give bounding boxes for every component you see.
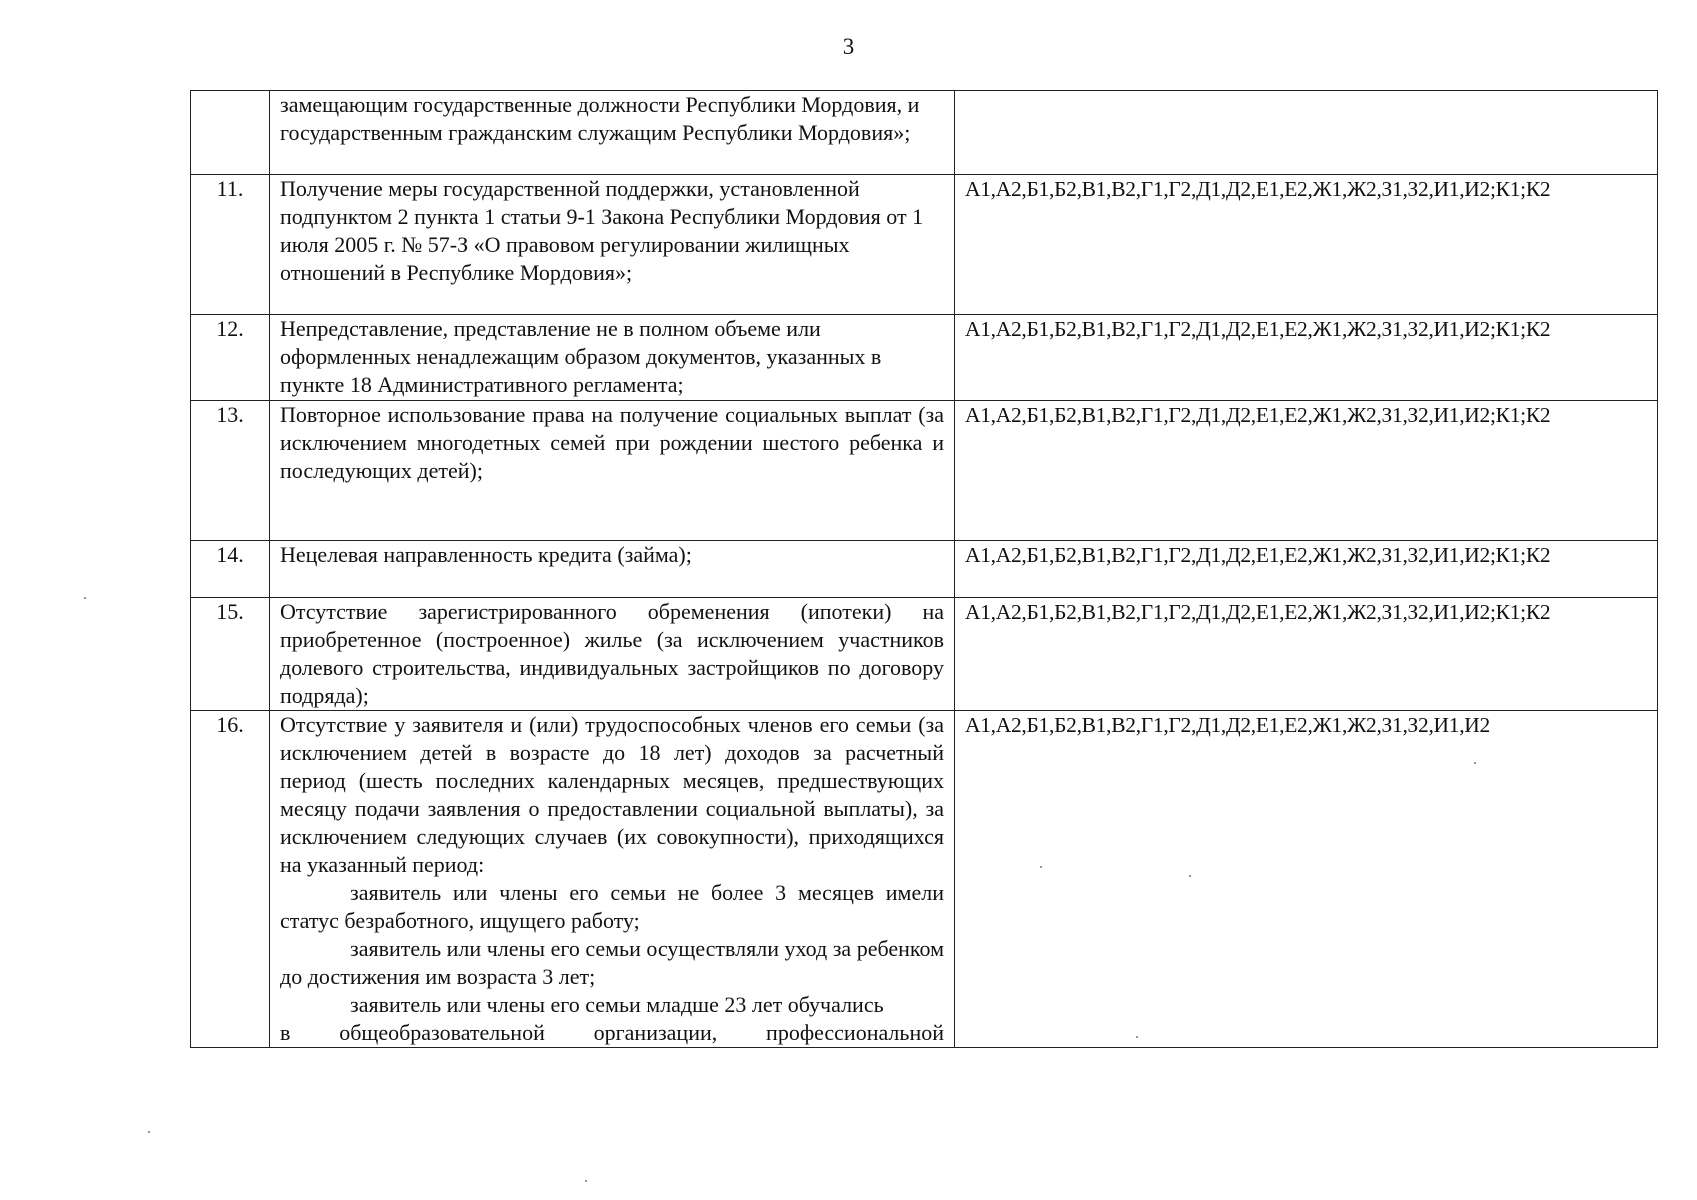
scan-speck bbox=[1474, 762, 1476, 764]
row-codes: А1,А2,Б1,Б2,В1,В2,Г1,Г2,Д1,Д2,Е1,Е2,Ж1,Ж2,З1,З2,И1,И2;К1;К2 bbox=[955, 598, 1658, 711]
document-table bbox=[190, 90, 1658, 1048]
row-number: 11. bbox=[191, 175, 270, 315]
row-number: 14. bbox=[191, 541, 270, 598]
row-description bbox=[270, 711, 955, 1048]
row-number: 15. bbox=[191, 598, 270, 711]
description-paragraph: Отсутствие у заявителя и (или) трудоспособных членов его семьи (за исключением детей в возрасте до 18 лет) доходов за расчетный период (шесть последних календарных месяцев, предшествующих месяцу подачи заявления о предоставлении социальной выплаты), за исключением следующих случаев (их совокупности), приходящихся на указанный период: bbox=[280, 712, 944, 877]
row-description bbox=[270, 175, 955, 315]
description-paragraph: замещающим государственные должности Республики Мордовия, и государственным гражданским служащим Республики Мордовия»; bbox=[280, 92, 920, 145]
row-codes bbox=[955, 91, 1658, 175]
table-row bbox=[191, 541, 1658, 598]
row-description bbox=[270, 541, 955, 598]
row-codes: А1,А2,Б1,Б2,В1,В2,Г1,Г2,Д1,Д2,Е1,Е2,Ж1,Ж2,З1,З2,И1,И2;К1;К2 bbox=[955, 401, 1658, 541]
scan-speck bbox=[1040, 866, 1042, 868]
description-paragraph: заявитель или члены его семьи осуществляли уход за ребенком до достижения им возраста 3 лет; bbox=[280, 936, 944, 989]
page-number: 3 bbox=[842, 34, 855, 59]
row-number bbox=[191, 91, 270, 175]
description-paragraph: Отсутствие зарегистрированного обременения (ипотеки) на приобретенное (построенное) жилье (за исключением участников долевого строительства, индивидуальных застройщиков по договору подряда); bbox=[280, 599, 944, 708]
description-paragraph: заявитель или члены его семьи не более 3 месяцев имели статус безработного, ищущего работу; bbox=[280, 880, 944, 933]
description-paragraph: заявитель или члены его семьи младше 23 лет обучались bbox=[350, 992, 884, 1017]
scan-speck bbox=[148, 1131, 150, 1133]
description-paragraph: в общеобразовательной организации, профессиональной bbox=[280, 1020, 944, 1045]
row-codes: А1,А2,Б1,Б2,В1,В2,Г1,Г2,Д1,Д2,Е1,Е2,Ж1,Ж2,З1,З2,И1,И2 bbox=[955, 711, 1658, 1048]
row-description bbox=[270, 598, 955, 711]
description-paragraph: Нецелевая направленность кредита (займа); bbox=[280, 542, 692, 567]
table-row bbox=[191, 175, 1658, 315]
table-row bbox=[191, 598, 1658, 711]
row-description bbox=[270, 315, 955, 401]
scan-speck bbox=[585, 1180, 587, 1182]
description-paragraph: Получение меры государственной поддержки, установленной подпунктом 2 пункта 1 статьи 9-1 Закона Республики Мордовия от 1 июля 2005 г. № 57-З «О правовом регулировании жилищных отношений в Республике Мордовия»; bbox=[280, 176, 924, 285]
description-paragraph: Непредставление, представление не в полном объеме или оформленных ненадлежащим образом документов, указанных в пункте 18 Административного регламента; bbox=[280, 316, 882, 397]
row-description bbox=[270, 401, 955, 541]
row-description bbox=[270, 91, 955, 175]
table-row bbox=[191, 711, 1658, 1048]
table-row bbox=[191, 315, 1658, 401]
row-codes: А1,А2,Б1,Б2,В1,В2,Г1,Г2,Д1,Д2,Е1,Е2,Ж1,Ж2,З1,З2,И1,И2;К1;К2 bbox=[955, 175, 1658, 315]
row-number: 16. bbox=[191, 711, 270, 1048]
scan-speck bbox=[1189, 875, 1191, 877]
row-number: 13. bbox=[191, 401, 270, 541]
row-codes: А1,А2,Б1,Б2,В1,В2,Г1,Г2,Д1,Д2,Е1,Е2,Ж1,Ж2,З1,З2,И1,И2;К1;К2 bbox=[955, 541, 1658, 598]
scan-speck bbox=[1136, 1036, 1138, 1038]
row-number: 12. bbox=[191, 315, 270, 401]
scan-speck bbox=[84, 597, 86, 599]
table-row bbox=[191, 91, 1658, 175]
table-row bbox=[191, 401, 1658, 541]
row-codes: А1,А2,Б1,Б2,В1,В2,Г1,Г2,Д1,Д2,Е1,Е2,Ж1,Ж2,З1,З2,И1,И2;К1;К2 bbox=[955, 315, 1658, 401]
description-paragraph: Повторное использование права на получение социальных выплат (за исключением многодетных семей при рождении шестого ребенка и последующих детей); bbox=[280, 402, 944, 483]
